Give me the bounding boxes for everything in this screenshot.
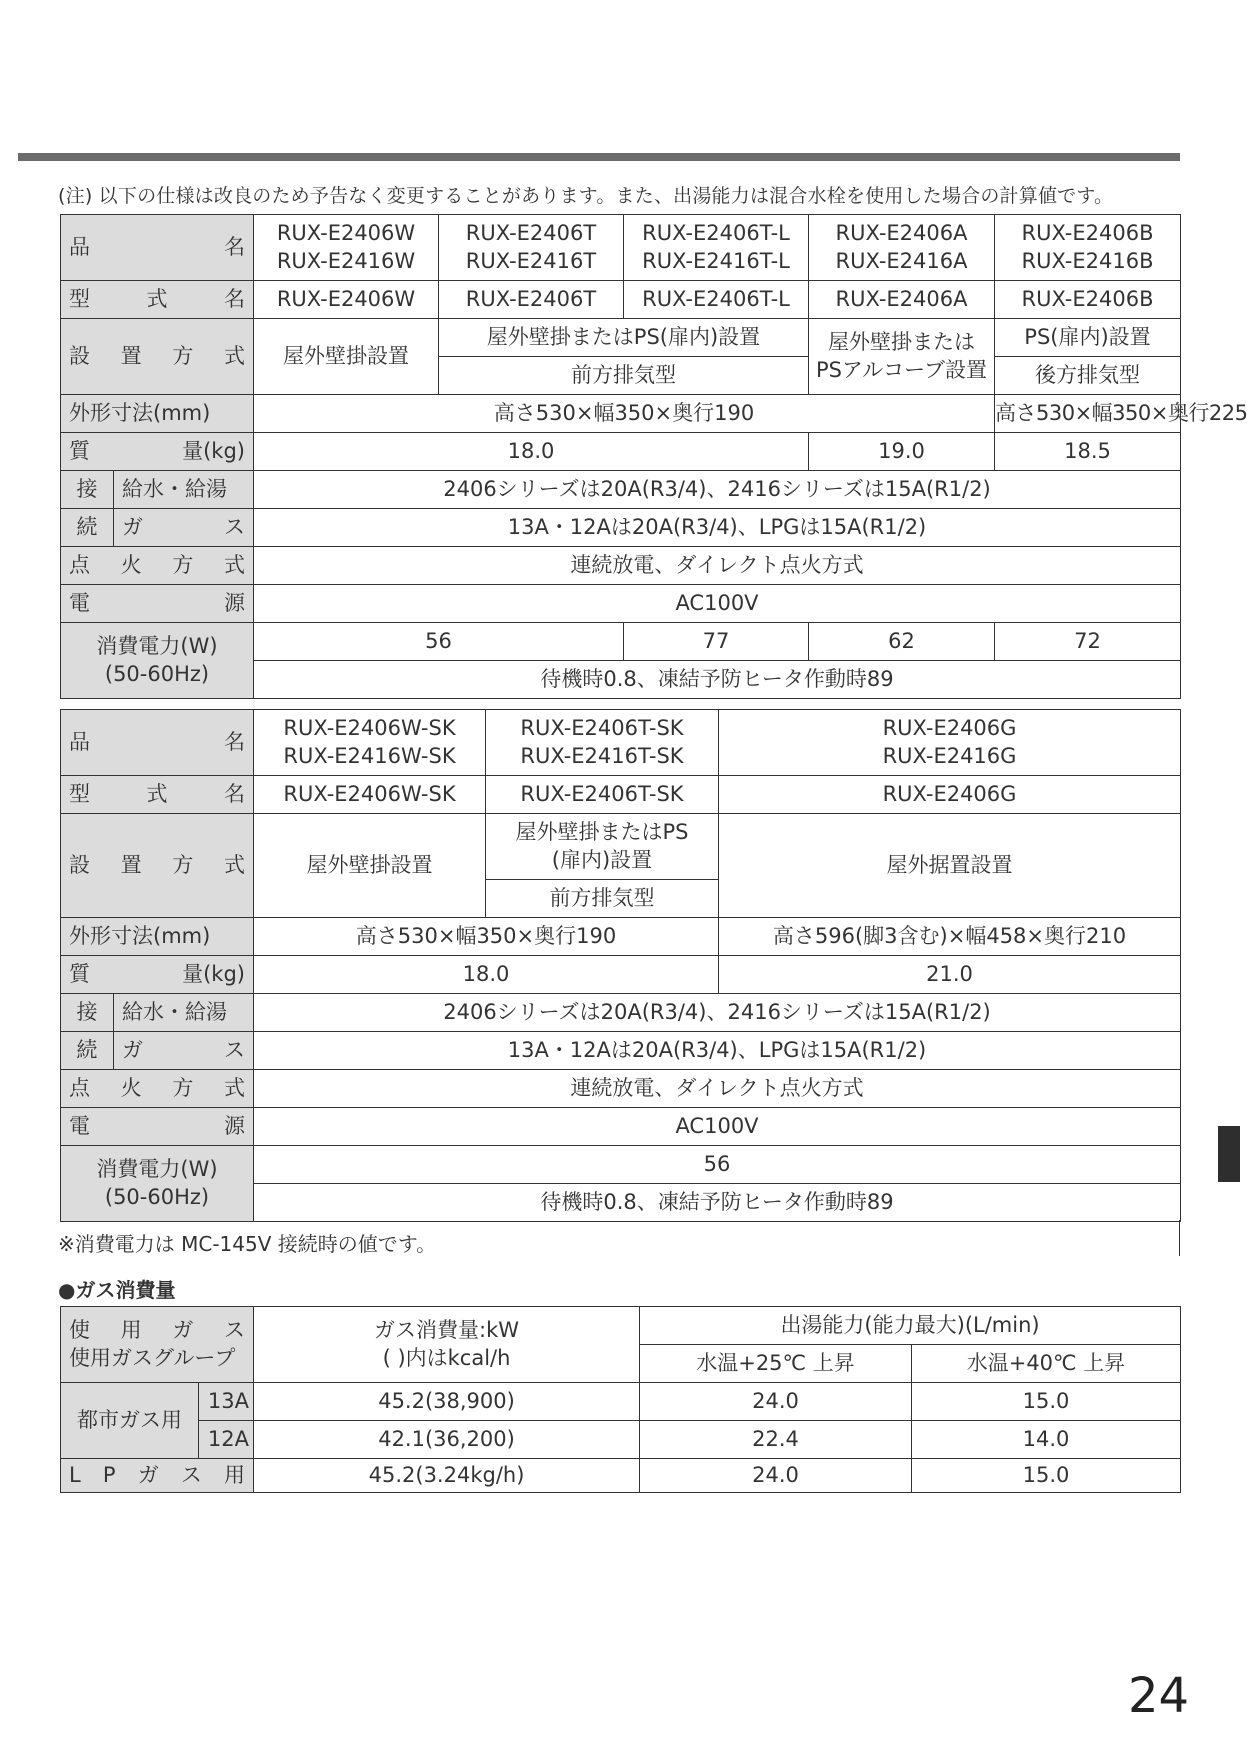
- t1-model-w: RUX-E2406W: [254, 281, 439, 319]
- label-gas: ガ ス: [114, 509, 254, 547]
- gas-consumption-table: [60, 1306, 1181, 1493]
- label-shitsuryo: 質 量(kg): [61, 956, 254, 994]
- t1-standby: 待機時0.8、凍結予防ヒータ作動時89: [254, 661, 1181, 699]
- t1-exhaust-tl: 前方排気型: [439, 357, 809, 395]
- label-zoku: 続: [61, 1032, 114, 1070]
- t2-power: 56: [254, 1146, 1181, 1184]
- label-shohi: 消費電力(W) (50-60Hz): [61, 1146, 254, 1222]
- top-rule: [18, 153, 1180, 161]
- t2-install-w: 屋外壁掛設置: [254, 814, 486, 918]
- t2-exhaust-t: 前方排気型: [486, 880, 719, 918]
- t1-install-tl: 屋外壁掛またはPS(扉内)設置: [439, 319, 809, 357]
- table-edge-line: [1179, 1220, 1180, 1256]
- t1-model-a: RUX-E2406A: [809, 281, 995, 319]
- spec-note: (注) 以下の仕様は改良のため予告なく変更することがあります。また、出湯能力は混合水栓を使用した場合の計算値です。: [58, 185, 1114, 207]
- header-temp-40: 水温+40℃ 上昇: [912, 1345, 1181, 1383]
- t1-exhaust-b: 後方排気型: [995, 357, 1181, 395]
- t1-power-4: 72: [995, 623, 1181, 661]
- t2-water-connection: 2406シリーズは20A(R3/4)、2416シリーズは15A(R1/2): [254, 994, 1181, 1032]
- t2-size-wt: 高さ530×幅350×奥行190: [254, 918, 719, 956]
- page-number: 24: [1128, 1668, 1190, 1724]
- capacity25-lp: 24.0: [640, 1459, 912, 1493]
- label-gaikei: 外形寸法(mm): [61, 395, 254, 433]
- label-city-gas: 都市ガス用: [61, 1383, 199, 1459]
- chapter-tab-marker: [1218, 1126, 1240, 1182]
- label-hinmei: 品 名: [61, 215, 254, 281]
- capacity40-12a: 14.0: [912, 1421, 1181, 1459]
- t1-mass-3: 18.5: [995, 433, 1181, 471]
- t2-hinmei-w: RUX-E2406W-SK RUX-E2416W-SK: [254, 710, 486, 776]
- t2-model-t: RUX-E2406T-SK: [486, 776, 719, 814]
- t1-power-3: 62: [809, 623, 995, 661]
- spec-table-2: [60, 709, 1181, 1222]
- capacity25-13a: 24.0: [640, 1383, 912, 1421]
- t2-model-g: RUX-E2406G: [719, 776, 1181, 814]
- t2-ignition: 連続放電、ダイレクト点火方式: [254, 1070, 1181, 1108]
- label-zoku: 続: [61, 509, 114, 547]
- t1-model-tl: RUX-E2406T-L: [624, 281, 809, 319]
- t1-hinmei-b: RUX-E2406B RUX-E2416B: [995, 215, 1181, 281]
- t1-hinmei-t: RUX-E2406T RUX-E2416T: [439, 215, 624, 281]
- consumption-13a: 45.2(38,900): [254, 1383, 640, 1421]
- consumption-lp: 45.2(3.24kg/h): [254, 1459, 640, 1493]
- t1-mass-2: 19.0: [809, 433, 995, 471]
- t2-hinmei-g: RUX-E2406G RUX-E2416G: [719, 710, 1181, 776]
- spec-table-1: [60, 214, 1247, 699]
- t1-model-t: RUX-E2406T: [439, 281, 624, 319]
- footnote: ※消費電力は MC-145V 接続時の値です。: [58, 1232, 437, 1256]
- label-setchi: 設 置 方 式: [61, 814, 254, 918]
- consumption-12a: 42.1(36,200): [254, 1421, 640, 1459]
- t2-gas-connection: 13A・12Aは20A(R3/4)、LPGは15A(R1/2): [254, 1032, 1181, 1070]
- t2-mass-g: 21.0: [719, 956, 1181, 994]
- t2-standby: 待機時0.8、凍結予防ヒータ作動時89: [254, 1184, 1181, 1222]
- gas-section-title: ●ガス消費量: [58, 1278, 176, 1302]
- t1-hinmei-a: RUX-E2406A RUX-E2416A: [809, 215, 995, 281]
- t2-hinmei-t: RUX-E2406T-SK RUX-E2416T-SK: [486, 710, 719, 776]
- header-consumption: ガス消費量:kW ( )内はkcal/h: [254, 1307, 640, 1383]
- label-dengen: 電 源: [61, 585, 254, 623]
- label-hinmei: 品 名: [61, 710, 254, 776]
- label-kyusui: 給水・給湯: [114, 471, 254, 509]
- label-12a: 12A: [199, 1421, 254, 1459]
- t2-model-w: RUX-E2406W-SK: [254, 776, 486, 814]
- label-use-gas: 使 用 ガ ス 使用ガスグループ: [61, 1307, 254, 1383]
- label-tenka: 点 火 方 式: [61, 547, 254, 585]
- label-shohi: 消費電力(W) (50-60Hz): [61, 623, 254, 699]
- t1-hinmei-tl: RUX-E2406T-L RUX-E2416T-L: [624, 215, 809, 281]
- t1-power-2: 77: [624, 623, 809, 661]
- label-setsu: 接: [61, 471, 114, 509]
- label-tenka: 点 火 方 式: [61, 1070, 254, 1108]
- t1-power-1: 56: [254, 623, 624, 661]
- label-katashiki: 型 式 名: [61, 776, 254, 814]
- t1-model-b: RUX-E2406B: [995, 281, 1181, 319]
- capacity40-13a: 15.0: [912, 1383, 1181, 1421]
- t2-install-g: 屋外据置設置: [719, 814, 1181, 918]
- t2-install-t: 屋外壁掛またはPS (扉内)設置: [486, 814, 719, 880]
- capacity40-lp: 15.0: [912, 1459, 1181, 1493]
- label-13a: 13A: [199, 1383, 254, 1421]
- t1-install-w: 屋外壁掛設置: [254, 319, 439, 395]
- label-shitsuryo: 質 量(kg): [61, 433, 254, 471]
- t1-install-a: 屋外壁掛または PSアルコーブ設置: [809, 319, 995, 395]
- t1-ignition: 連続放電、ダイレクト点火方式: [254, 547, 1181, 585]
- t1-install-b: PS(扉内)設置: [995, 319, 1181, 357]
- capacity25-12a: 22.4: [640, 1421, 912, 1459]
- t1-mass-1: 18.0: [254, 433, 809, 471]
- t1-power-source: AC100V: [254, 585, 1181, 623]
- t2-mass-wt: 18.0: [254, 956, 719, 994]
- label-gaikei: 外形寸法(mm): [61, 918, 254, 956]
- label-gas: ガ ス: [114, 1032, 254, 1070]
- header-temp-25: 水温+25℃ 上昇: [640, 1345, 912, 1383]
- label-setchi: 設 置 方 式: [61, 319, 254, 395]
- t1-gas-connection: 13A・12Aは20A(R3/4)、LPGは15A(R1/2): [254, 509, 1181, 547]
- t1-size-b: 高さ530×幅350×奥行225: [995, 395, 1181, 433]
- label-katashiki: 型 式 名: [61, 281, 254, 319]
- label-dengen: 電 源: [61, 1108, 254, 1146]
- label-kyusui: 給水・給湯: [114, 994, 254, 1032]
- label-lp-gas: L P ガ ス 用: [61, 1459, 254, 1493]
- label-setsu: 接: [61, 994, 114, 1032]
- t2-power-source: AC100V: [254, 1108, 1181, 1146]
- t1-size-main: 高さ530×幅350×奥行190: [254, 395, 995, 433]
- t1-water-connection: 2406シリーズは20A(R3/4)、2416シリーズは15A(R1/2): [254, 471, 1181, 509]
- t1-hinmei-w: RUX-E2406W RUX-E2416W: [254, 215, 439, 281]
- t2-size-g: 高さ596(脚3含む)×幅458×奥行210: [719, 918, 1181, 956]
- header-capacity: 出湯能力(能力最大)(L/min): [640, 1307, 1181, 1345]
